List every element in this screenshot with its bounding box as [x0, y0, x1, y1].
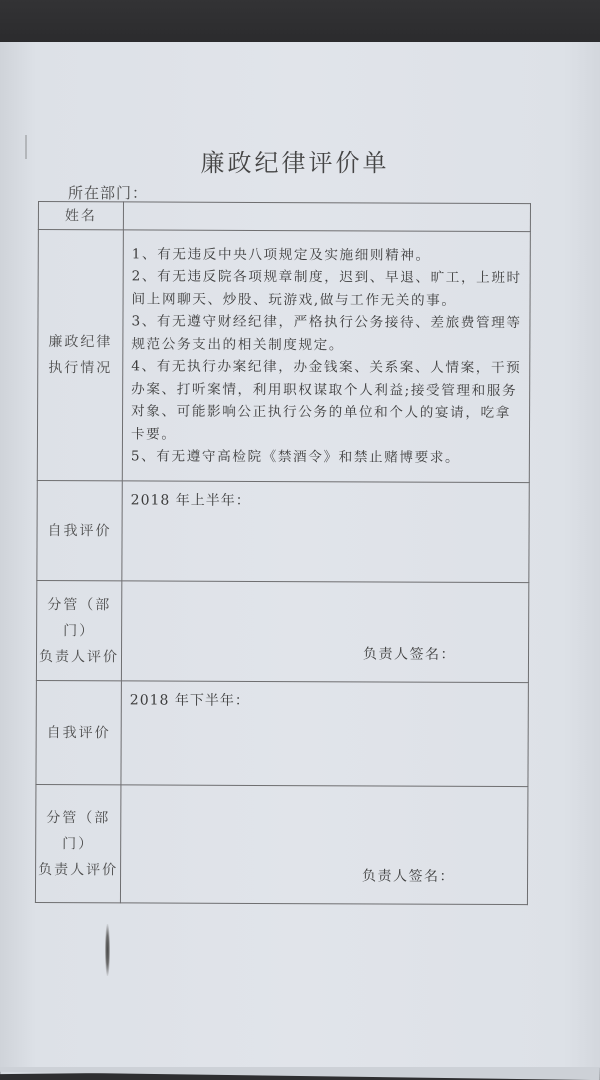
conduct-items: [122, 230, 530, 483]
supervisor-label-line2: 负责人评价: [38, 648, 120, 665]
supervisor-label-line1: 分管（部门）: [47, 596, 112, 639]
conduct-row: [37, 230, 530, 483]
supervisor-eval-h1-label: [36, 580, 121, 680]
supervisor-label-line1: 分管（部门）: [46, 809, 111, 852]
self-eval-h2-row: [36, 680, 528, 786]
signature-label-h2: 负责人签名：: [362, 868, 456, 885]
supervisor-eval-h2-label: [35, 784, 121, 902]
evaluation-form-table: [35, 201, 531, 905]
self-eval-h1-field[interactable]: [122, 481, 529, 583]
self-eval-h2-field[interactable]: [121, 681, 528, 787]
conduct-label: [37, 230, 123, 481]
ink-smudge: [105, 924, 110, 976]
document-title: 廉政纪律评价单: [200, 149, 390, 177]
supervisor-eval-h1-row: [36, 580, 528, 682]
name-row: [38, 202, 530, 232]
conduct-label-line2: 执行情况: [48, 360, 113, 377]
self-eval-h2-period: 2018 年下半年：: [129, 692, 250, 709]
conduct-label-line1: 廉政纪律: [48, 334, 113, 351]
conduct-item-5: 5、有无遵守高检院《禁酒令》和禁止赌博要求。: [130, 448, 461, 466]
desk-background: [0, 0, 600, 48]
conduct-item-4: 4、有无执行办案纪律，办金钱案、关系案、人情案，干预办案、打听案情，利用职权谋取个人利益;接受管理和服务对象、可能影响公正执行公务的单位和个人的宴请，吃拿卡要。: [130, 358, 522, 443]
supervisor-eval-h1-field[interactable]: [121, 581, 528, 683]
supervisor-label-line2: 负责人评价: [38, 861, 119, 878]
conduct-item-1: 1、有无违反中央八项规定及实施细则精神。: [131, 245, 431, 264]
self-eval-h1-label: 自我评价: [37, 480, 122, 580]
conduct-item-2: 2、有无违反院各项规章制度，迟到、早退、旷工，上班时间上网聊天、炒股、玩游戏,做与工作无关的事。: [131, 268, 522, 309]
supervisor-eval-h2-row: [35, 784, 528, 904]
self-eval-h2-label: 自我评价: [36, 680, 121, 784]
conduct-item-3: 3、有无遵守财经纪律，严格执行公务接待、差旅费管理等规范公务支出的相关制度规定。: [131, 313, 522, 353]
name-label: 姓名: [38, 202, 123, 230]
supervisor-eval-h2-field[interactable]: [120, 785, 528, 905]
department-label: 所在部门：: [68, 184, 149, 202]
self-eval-h1-period: 2018 年上半年：: [130, 492, 251, 509]
name-field[interactable]: [123, 202, 530, 232]
self-eval-h1-row: [37, 480, 529, 582]
signature-label-h1: 负责人签名：: [362, 646, 457, 663]
